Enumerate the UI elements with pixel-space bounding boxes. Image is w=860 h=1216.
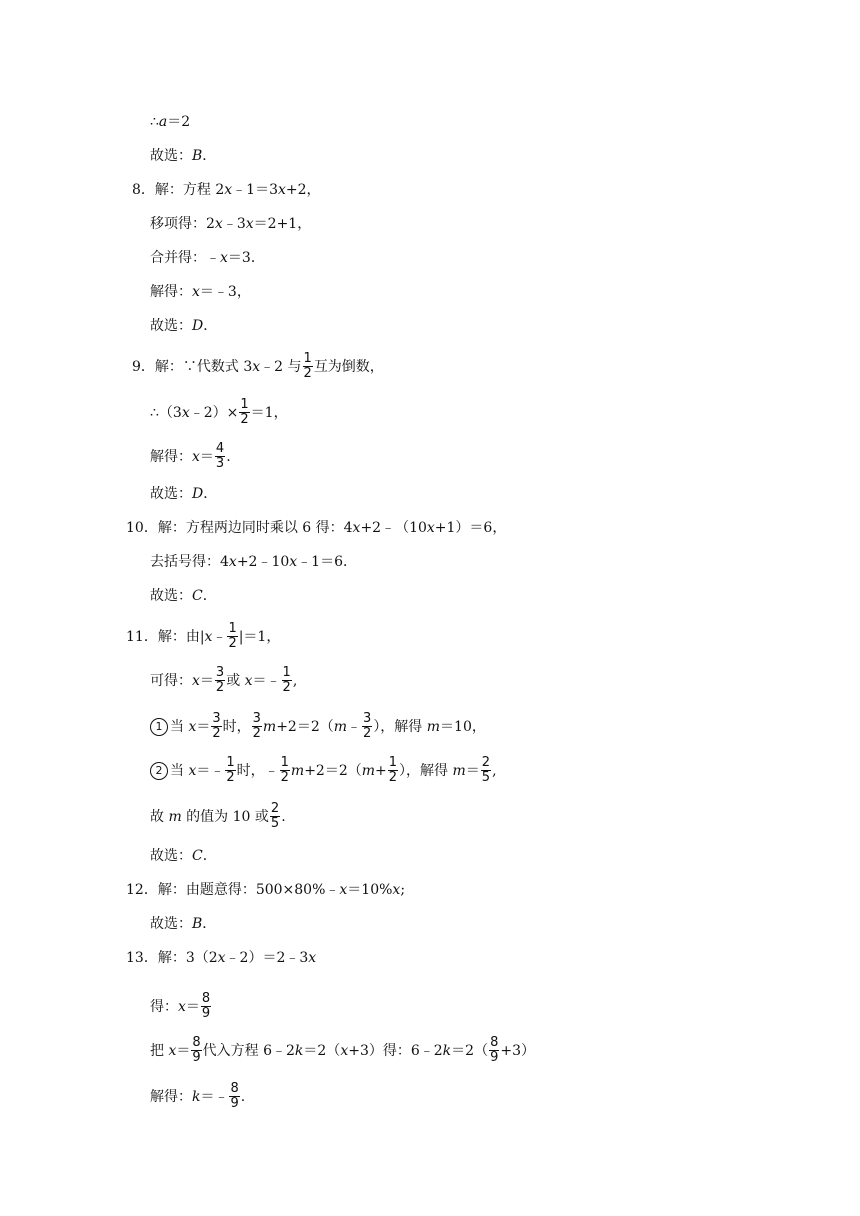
t: ＝﹣: [200, 1088, 229, 1105]
t: ＝﹣: [196, 762, 225, 779]
numerator: 3: [252, 711, 261, 726]
t: ．: [203, 318, 218, 334]
q11-line3: [150, 712, 486, 741]
var: x: [252, 358, 261, 375]
var: m: [290, 762, 305, 779]
t: ＝: [185, 998, 200, 1015]
t: ．: [202, 916, 217, 932]
q8-line1: [132, 180, 321, 200]
line-therefore-a: [150, 112, 190, 132]
t: 12．解：由题意得：500×80%﹣: [126, 882, 340, 898]
t: ﹣2 与: [260, 358, 302, 375]
var: k: [192, 1088, 201, 1105]
q11-line6: [150, 846, 217, 866]
q8-line4: [150, 282, 251, 302]
var: m: [333, 718, 348, 735]
t: ＝: [465, 762, 480, 779]
numerator: 8: [490, 1035, 499, 1050]
t: 当: [170, 762, 189, 779]
t: +3）得：6﹣2: [348, 1042, 443, 1059]
fraction: [211, 712, 221, 741]
t: |＝1，: [238, 628, 281, 645]
t: 去括号得：4: [150, 554, 229, 570]
denominator: 2: [388, 770, 398, 785]
t: +2﹣（10: [360, 520, 427, 536]
numerator: 1: [280, 755, 289, 770]
fraction: [282, 666, 292, 695]
q9-line1: [132, 352, 384, 381]
var: x: [278, 182, 286, 198]
t: 故选：: [150, 848, 192, 864]
denominator: 5: [270, 816, 280, 831]
var: m: [262, 718, 277, 735]
q13-line1: [126, 948, 316, 968]
t: 得：: [150, 998, 178, 1015]
t: +2，: [285, 182, 321, 198]
t: 解得：: [150, 284, 192, 300]
denominator: 2: [252, 726, 261, 741]
t: +2＝2（: [276, 718, 334, 735]
denominator: 9: [192, 1050, 201, 1065]
choice: D: [192, 486, 204, 502]
fraction: [481, 756, 491, 785]
numerator: 1: [240, 397, 249, 412]
t: ＝10%: [347, 882, 393, 898]
t: 解得：: [150, 448, 192, 465]
var: x: [228, 554, 237, 570]
t: 把: [150, 1042, 169, 1059]
q9-line2: [150, 398, 288, 427]
fraction: [225, 756, 235, 785]
denominator: 2: [303, 366, 312, 381]
denominator: 9: [490, 1050, 499, 1065]
t: 9．解：∵代数式 3: [132, 358, 253, 375]
t: ,: [492, 762, 497, 779]
t: +1）＝6，: [434, 520, 507, 536]
numerator: 8: [230, 1081, 239, 1096]
t: ＝2+1，: [253, 216, 312, 232]
q8-line2: [150, 214, 311, 234]
var: x: [181, 404, 190, 421]
t: 13．解：3（2: [126, 950, 218, 966]
t: ;: [400, 882, 406, 898]
var: k: [442, 1042, 452, 1059]
t: ,: [292, 672, 298, 689]
var: m: [168, 808, 182, 825]
t: ＝: [199, 448, 214, 465]
t: 移项得：2: [150, 216, 215, 232]
t: 时，﹣: [236, 762, 279, 779]
fraction: [201, 992, 211, 1021]
var: x: [168, 1042, 177, 1059]
t: ＝2: [167, 114, 191, 130]
denominator: 2: [212, 726, 221, 741]
t: 时，: [222, 718, 251, 735]
t: ∴（3: [150, 404, 182, 421]
numerator: 2: [481, 755, 491, 770]
numerator: 8: [192, 1035, 201, 1050]
denominator: 2: [282, 680, 291, 695]
t: ﹣: [212, 628, 227, 645]
var: x: [217, 950, 226, 966]
q10-line3: [150, 586, 217, 606]
t: ＝3．: [227, 250, 265, 266]
t: 故: [150, 808, 169, 825]
choice: B: [192, 148, 203, 164]
t: 故选：: [150, 486, 192, 502]
t: ＝: [199, 672, 214, 689]
t: ﹣2）×: [189, 404, 239, 421]
var: x: [392, 882, 401, 898]
var: x: [192, 284, 200, 300]
t: .: [226, 448, 231, 465]
t: ﹣1＝3: [232, 182, 278, 198]
t: ＝﹣: [252, 672, 281, 689]
var: x: [192, 448, 200, 465]
t: ．: [202, 848, 217, 864]
denominator: 5: [481, 770, 491, 785]
var: x: [188, 718, 197, 735]
denominator: 2: [215, 680, 225, 695]
circled-number: 2: [150, 762, 168, 780]
fraction: [489, 1036, 499, 1065]
var: x: [214, 216, 223, 232]
t: 当: [170, 718, 189, 735]
t: ﹣: [347, 718, 362, 735]
var: x: [308, 950, 317, 966]
t: 故选：: [150, 588, 192, 604]
choice: C: [192, 848, 203, 864]
t: 的值为 10 或: [181, 808, 269, 825]
q13-line4: [150, 1082, 245, 1111]
choice: B: [192, 916, 203, 932]
t: ＝: [176, 1042, 191, 1059]
q12-line2: [150, 914, 216, 934]
q11-line2: [150, 666, 297, 695]
var: m: [452, 762, 466, 779]
t: 8．解：方程 2: [132, 182, 225, 198]
t: 或: [226, 672, 245, 689]
numerator: 1: [388, 755, 398, 770]
t: ﹣2）＝2﹣3: [225, 950, 309, 966]
t: .: [281, 808, 286, 825]
t: ．: [202, 148, 217, 164]
t: ＝2（: [451, 1042, 489, 1059]
q11-line1: [126, 622, 280, 651]
q9-line4: [150, 484, 217, 504]
t: .: [240, 1088, 246, 1105]
var: x: [178, 998, 186, 1015]
fraction: [280, 756, 290, 785]
t: +3）: [500, 1042, 535, 1059]
t: +: [375, 762, 387, 779]
t: ＝1，: [250, 404, 288, 421]
fraction: [388, 756, 398, 785]
denominator: 2: [280, 770, 289, 785]
t: 故选：: [150, 148, 192, 164]
line-answer: [150, 146, 216, 166]
q10-line2: [150, 552, 357, 572]
var: x: [340, 1042, 349, 1059]
fraction: [227, 622, 237, 651]
denominator: 2: [226, 770, 235, 785]
var: x: [188, 762, 197, 779]
numerator: 3: [212, 711, 221, 726]
t: +2﹣10: [236, 554, 290, 570]
q10-line1: [126, 518, 506, 538]
var: m: [426, 718, 441, 735]
t: 合并得：﹣: [150, 250, 220, 266]
numerator: 1: [282, 665, 291, 680]
fraction: [191, 1036, 201, 1065]
t: ＝﹣3，: [199, 284, 251, 300]
choice: C: [192, 588, 203, 604]
var: x: [426, 520, 435, 536]
t: 10．解：方程两边同时乘以 6 得：4: [126, 520, 353, 536]
numerator: 4: [215, 441, 225, 456]
denominator: 3: [215, 456, 225, 471]
q13-line3: [150, 1036, 535, 1065]
t: 故选：: [150, 318, 192, 334]
var: x: [245, 216, 254, 232]
var: x: [220, 250, 228, 266]
var-a: a: [158, 114, 168, 130]
denominator: 9: [230, 1096, 239, 1111]
q8-line5: [150, 316, 217, 336]
t: 解得：: [150, 1088, 192, 1105]
var: x: [352, 520, 361, 536]
t: 代入方程 6﹣2: [202, 1042, 295, 1059]
t: ＝2（: [303, 1042, 341, 1059]
var: k: [294, 1042, 304, 1059]
q11-line4: [150, 756, 497, 785]
numerator: 1: [226, 755, 235, 770]
q9-line3: [150, 442, 231, 471]
denominator: 2: [363, 726, 372, 741]
numerator: 8: [201, 991, 211, 1006]
t: 互为倒数，: [313, 358, 384, 375]
var: x: [289, 554, 298, 570]
numerator: 2: [270, 801, 280, 816]
fraction: [229, 1082, 239, 1111]
t: ．: [202, 588, 217, 604]
var: x: [244, 672, 253, 689]
fraction: [239, 398, 249, 427]
denominator: 2: [240, 412, 249, 427]
fraction: [362, 712, 372, 741]
fraction: [303, 352, 313, 381]
numerator: 1: [228, 621, 237, 636]
t: ∴: [150, 114, 159, 130]
var: x: [224, 182, 233, 198]
fraction: [215, 666, 225, 695]
numerator: 1: [303, 351, 312, 366]
var: x: [204, 628, 213, 645]
fraction: [215, 442, 225, 471]
var: x: [192, 672, 200, 689]
t: 可得：: [150, 672, 192, 689]
t: ＝: [196, 718, 211, 735]
t: ．: [203, 486, 218, 502]
denominator: 2: [228, 636, 237, 651]
q8-line3: [150, 248, 265, 268]
t: ），解得: [373, 718, 427, 735]
denominator: 9: [201, 1006, 211, 1021]
var: x: [339, 882, 348, 898]
fraction: [270, 802, 280, 831]
q13-line2: [150, 992, 212, 1021]
t: ＝10，: [440, 718, 486, 735]
t: ），解得: [399, 762, 453, 779]
numerator: 3: [363, 711, 372, 726]
fraction: [252, 712, 262, 741]
t: ﹣3: [222, 216, 246, 232]
q11-line5: [150, 802, 286, 831]
t: +2＝2（: [304, 762, 362, 779]
t: 故选：: [150, 916, 192, 932]
t: ﹣1＝6．: [297, 554, 358, 570]
var: m: [361, 762, 376, 779]
t: 11．解：由|: [126, 628, 205, 645]
choice: D: [192, 318, 204, 334]
q12-line1: [126, 880, 405, 900]
numerator: 3: [215, 665, 225, 680]
circled-number: 1: [150, 718, 168, 736]
